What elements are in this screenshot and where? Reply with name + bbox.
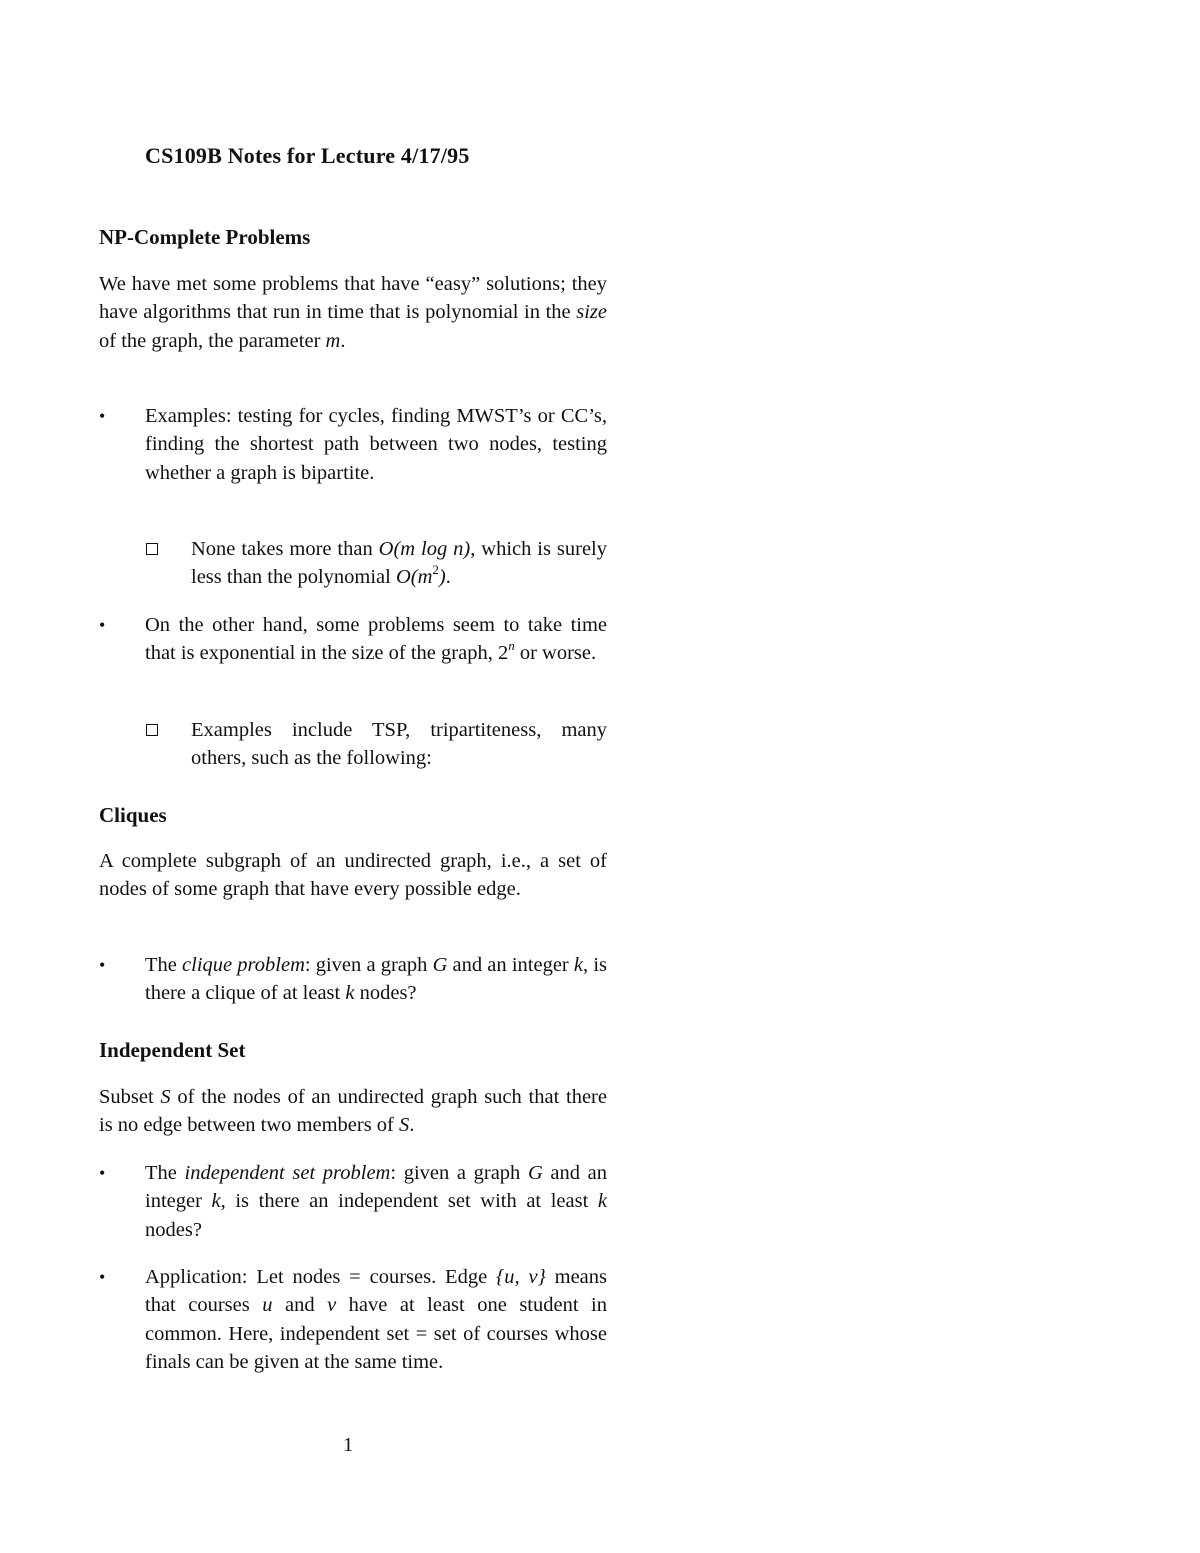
text-run: means that courses <box>145 1266 608 1317</box>
text-run: : given a graph <box>390 1162 528 1184</box>
text-run: nodes? <box>354 982 417 1005</box>
section-heading-independent-set: Independent Set <box>99 1038 246 1062</box>
text-run: have at least one student in common. Here, independent set = set of courses whose finals can be given at the same time. <box>145 1294 607 1373</box>
page-number: 1 <box>343 1434 354 1456</box>
np-intro-paragraph <box>99 270 607 355</box>
text-run: of the nodes of an undirected graph such that there is no edge between two members of <box>99 1086 607 1137</box>
math-variable: G <box>527 1162 543 1184</box>
math-exponent: 2 <box>432 562 439 578</box>
text-run: Application: Let nodes = courses. Edge <box>145 1266 497 1288</box>
math-variable: v <box>327 1294 337 1317</box>
bullet-text <box>145 1263 607 1376</box>
subbullet-text <box>191 535 607 592</box>
bullet-text: Examples: testing for cycles, finding MWST’s or CC’s, finding the shortest path between two nodes, testing whether a graph is bipartite. <box>145 405 607 484</box>
square-bullet-icon <box>146 543 158 555</box>
section-heading-np-complete: NP-Complete Problems <box>99 225 311 249</box>
math-variable: u <box>262 1294 273 1317</box>
math-expression: ) <box>438 566 446 589</box>
math-variable: S <box>399 1114 410 1137</box>
text-run: nodes? <box>145 1218 202 1241</box>
text-run: None takes more than <box>191 538 379 560</box>
section-heading-cliques: Cliques <box>99 803 167 827</box>
text-run: , which is surely less than the polynomial <box>191 538 607 589</box>
bullet-marker: • <box>99 406 106 426</box>
text-run: and an integer <box>145 1162 608 1213</box>
bullet-marker: • <box>99 955 106 975</box>
math-exponent: n <box>508 638 515 654</box>
math-expression: O(m <box>395 566 433 589</box>
text-run: We have met some problems that have “easy” solutions; they have algorithms that run in time that is polynomial in the <box>99 273 607 324</box>
cliques-intro-paragraph: A complete subgraph of an undirected graph, i.e., a set of nodes of some graph that have every possible edge. <box>99 850 607 901</box>
text-run: . <box>445 566 451 589</box>
math-expression: O(m log n) <box>378 538 471 560</box>
text-run: , is there a clique of at least <box>145 954 607 1005</box>
page-title: CS109B Notes for Lecture 4/17/95 <box>145 143 470 168</box>
math-edge-set: {u, v} <box>496 1266 546 1288</box>
text-run: . <box>409 1114 415 1137</box>
text-run: of the graph, the parameter <box>99 329 326 352</box>
text-run: and an integer <box>447 954 574 976</box>
text-run: and <box>272 1294 328 1317</box>
emphasis-size: size <box>576 301 607 324</box>
bullet-marker: • <box>99 615 106 635</box>
square-bullet-icon <box>146 724 158 736</box>
bullet-marker: • <box>99 1163 106 1183</box>
text-run: , is there an independent set with at least <box>220 1190 598 1213</box>
text-run: Subset <box>99 1086 161 1108</box>
bullet-text <box>145 611 607 668</box>
math-variable: S <box>160 1086 171 1108</box>
math-variable: k <box>597 1190 607 1213</box>
text-run: The <box>145 1162 185 1184</box>
math-variable: k <box>345 982 355 1005</box>
emphasis-clique-problem: clique problem <box>182 954 305 976</box>
text-run: : given a graph <box>304 954 433 976</box>
text-run: or worse. <box>514 642 597 665</box>
bullet-marker: • <box>99 1267 106 1287</box>
bullet-text <box>145 1159 607 1244</box>
math-variable: k <box>573 954 584 976</box>
bullet-text <box>145 951 607 1008</box>
text-run: On the other hand, some problems seem to take time that is exponential in the size of the graph, 2 <box>145 614 607 665</box>
emphasis-independent-set-problem: independent set problem <box>184 1162 391 1184</box>
math-variable: G <box>432 954 448 976</box>
math-variable: k <box>211 1190 221 1213</box>
text-run: The <box>145 954 183 976</box>
text-run: . <box>340 329 346 352</box>
math-variable: m <box>325 329 341 352</box>
subbullet-text: Examples include TSP, tripartiteness, many others, such as the following: <box>191 719 607 770</box>
independent-intro-paragraph <box>99 1083 607 1140</box>
